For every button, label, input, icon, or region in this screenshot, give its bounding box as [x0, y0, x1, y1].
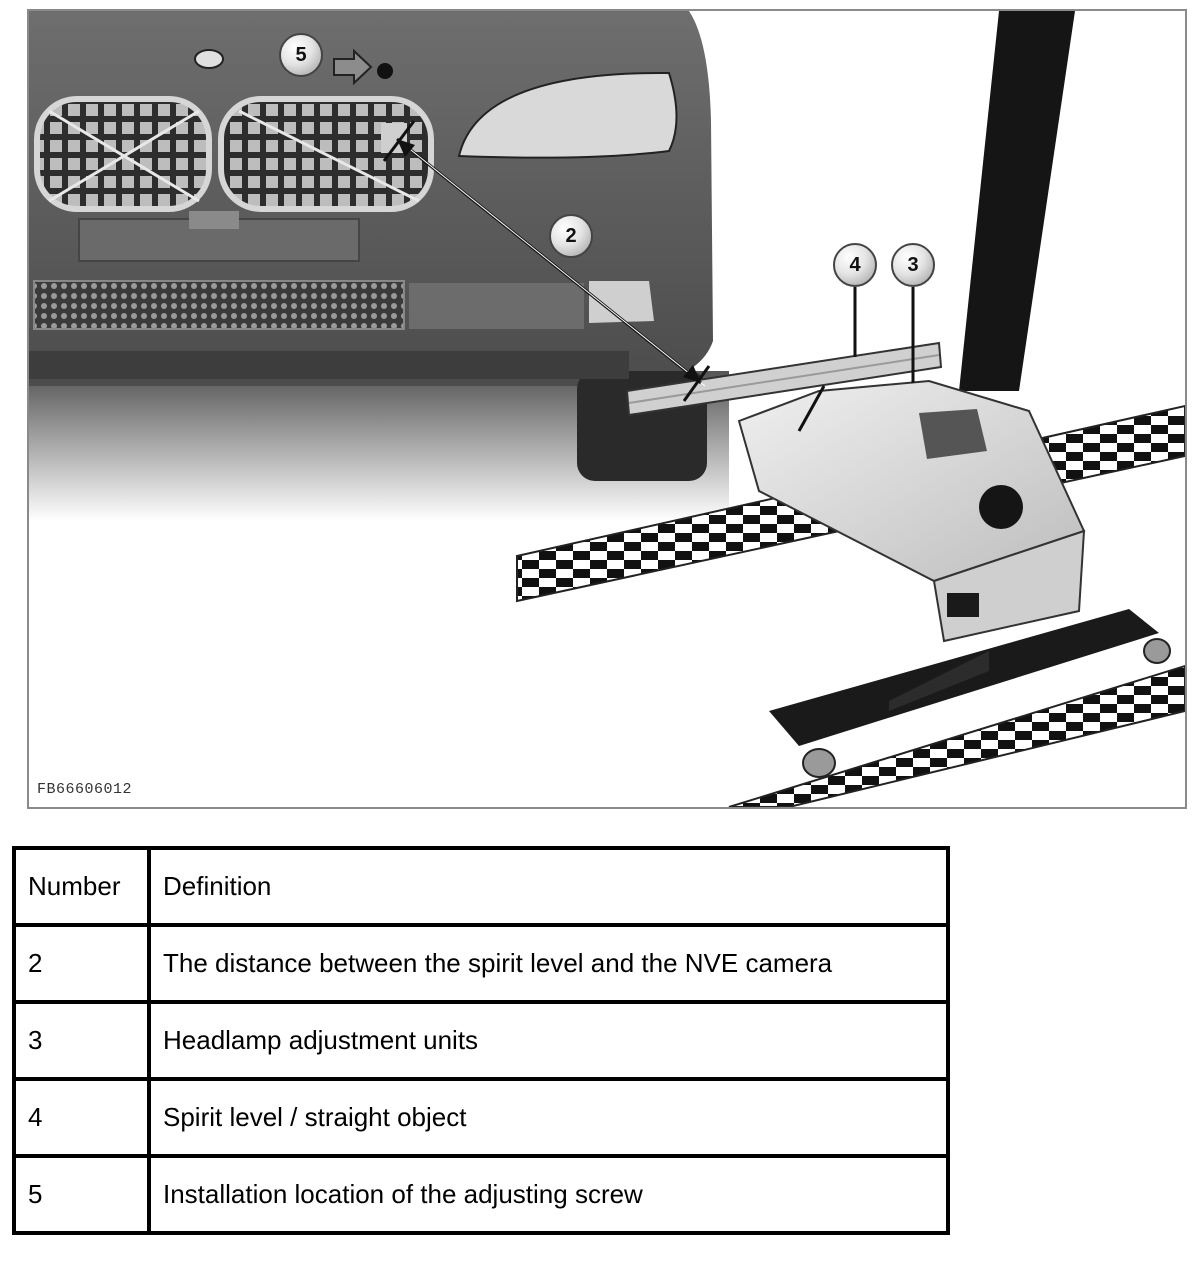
callout-2: 2 [549, 214, 593, 258]
legend-row [14, 1156, 948, 1233]
legend-row [14, 925, 948, 1002]
legend-row-definition: The distance between the spirit level and the NVE camera [149, 925, 948, 1002]
legend-row-number: 2 [14, 925, 149, 1002]
bumper-lip [29, 351, 629, 379]
illustration-figure [27, 9, 1187, 809]
unit-viewer [919, 409, 987, 459]
illustration-drawing [29, 11, 1185, 807]
legend-row-definition: Headlamp adjustment units [149, 1002, 948, 1079]
legend-row-number: 5 [14, 1156, 149, 1233]
callout-4: 4 [833, 243, 877, 287]
legend-row-definition: Installation location of the adjusting screw [149, 1156, 948, 1233]
legend-row-number: 4 [14, 1079, 149, 1156]
legend-header-row [14, 848, 948, 925]
lower-intake-side [409, 283, 584, 329]
lower-intake [34, 281, 404, 329]
legend-row-definition: Spirit level / straight object [149, 1079, 948, 1156]
legend-row-number: 3 [14, 1002, 149, 1079]
legend-header-definition: Definition [149, 848, 948, 925]
adjusting-screw-location [377, 63, 393, 79]
callout-3: 3 [891, 243, 935, 287]
base-wheel-rear [1144, 639, 1170, 663]
figure-code: FB66606012 [37, 781, 133, 798]
unit-knob [979, 485, 1023, 529]
legend-row [14, 1002, 948, 1079]
legend-header-number: Number [14, 848, 149, 925]
stand-pole [959, 11, 1075, 391]
base-wheel-front [803, 749, 835, 777]
brand-badge [195, 50, 223, 68]
legend-row [14, 1079, 948, 1156]
callout-5: 5 [279, 33, 323, 77]
legend-table [12, 846, 950, 1235]
